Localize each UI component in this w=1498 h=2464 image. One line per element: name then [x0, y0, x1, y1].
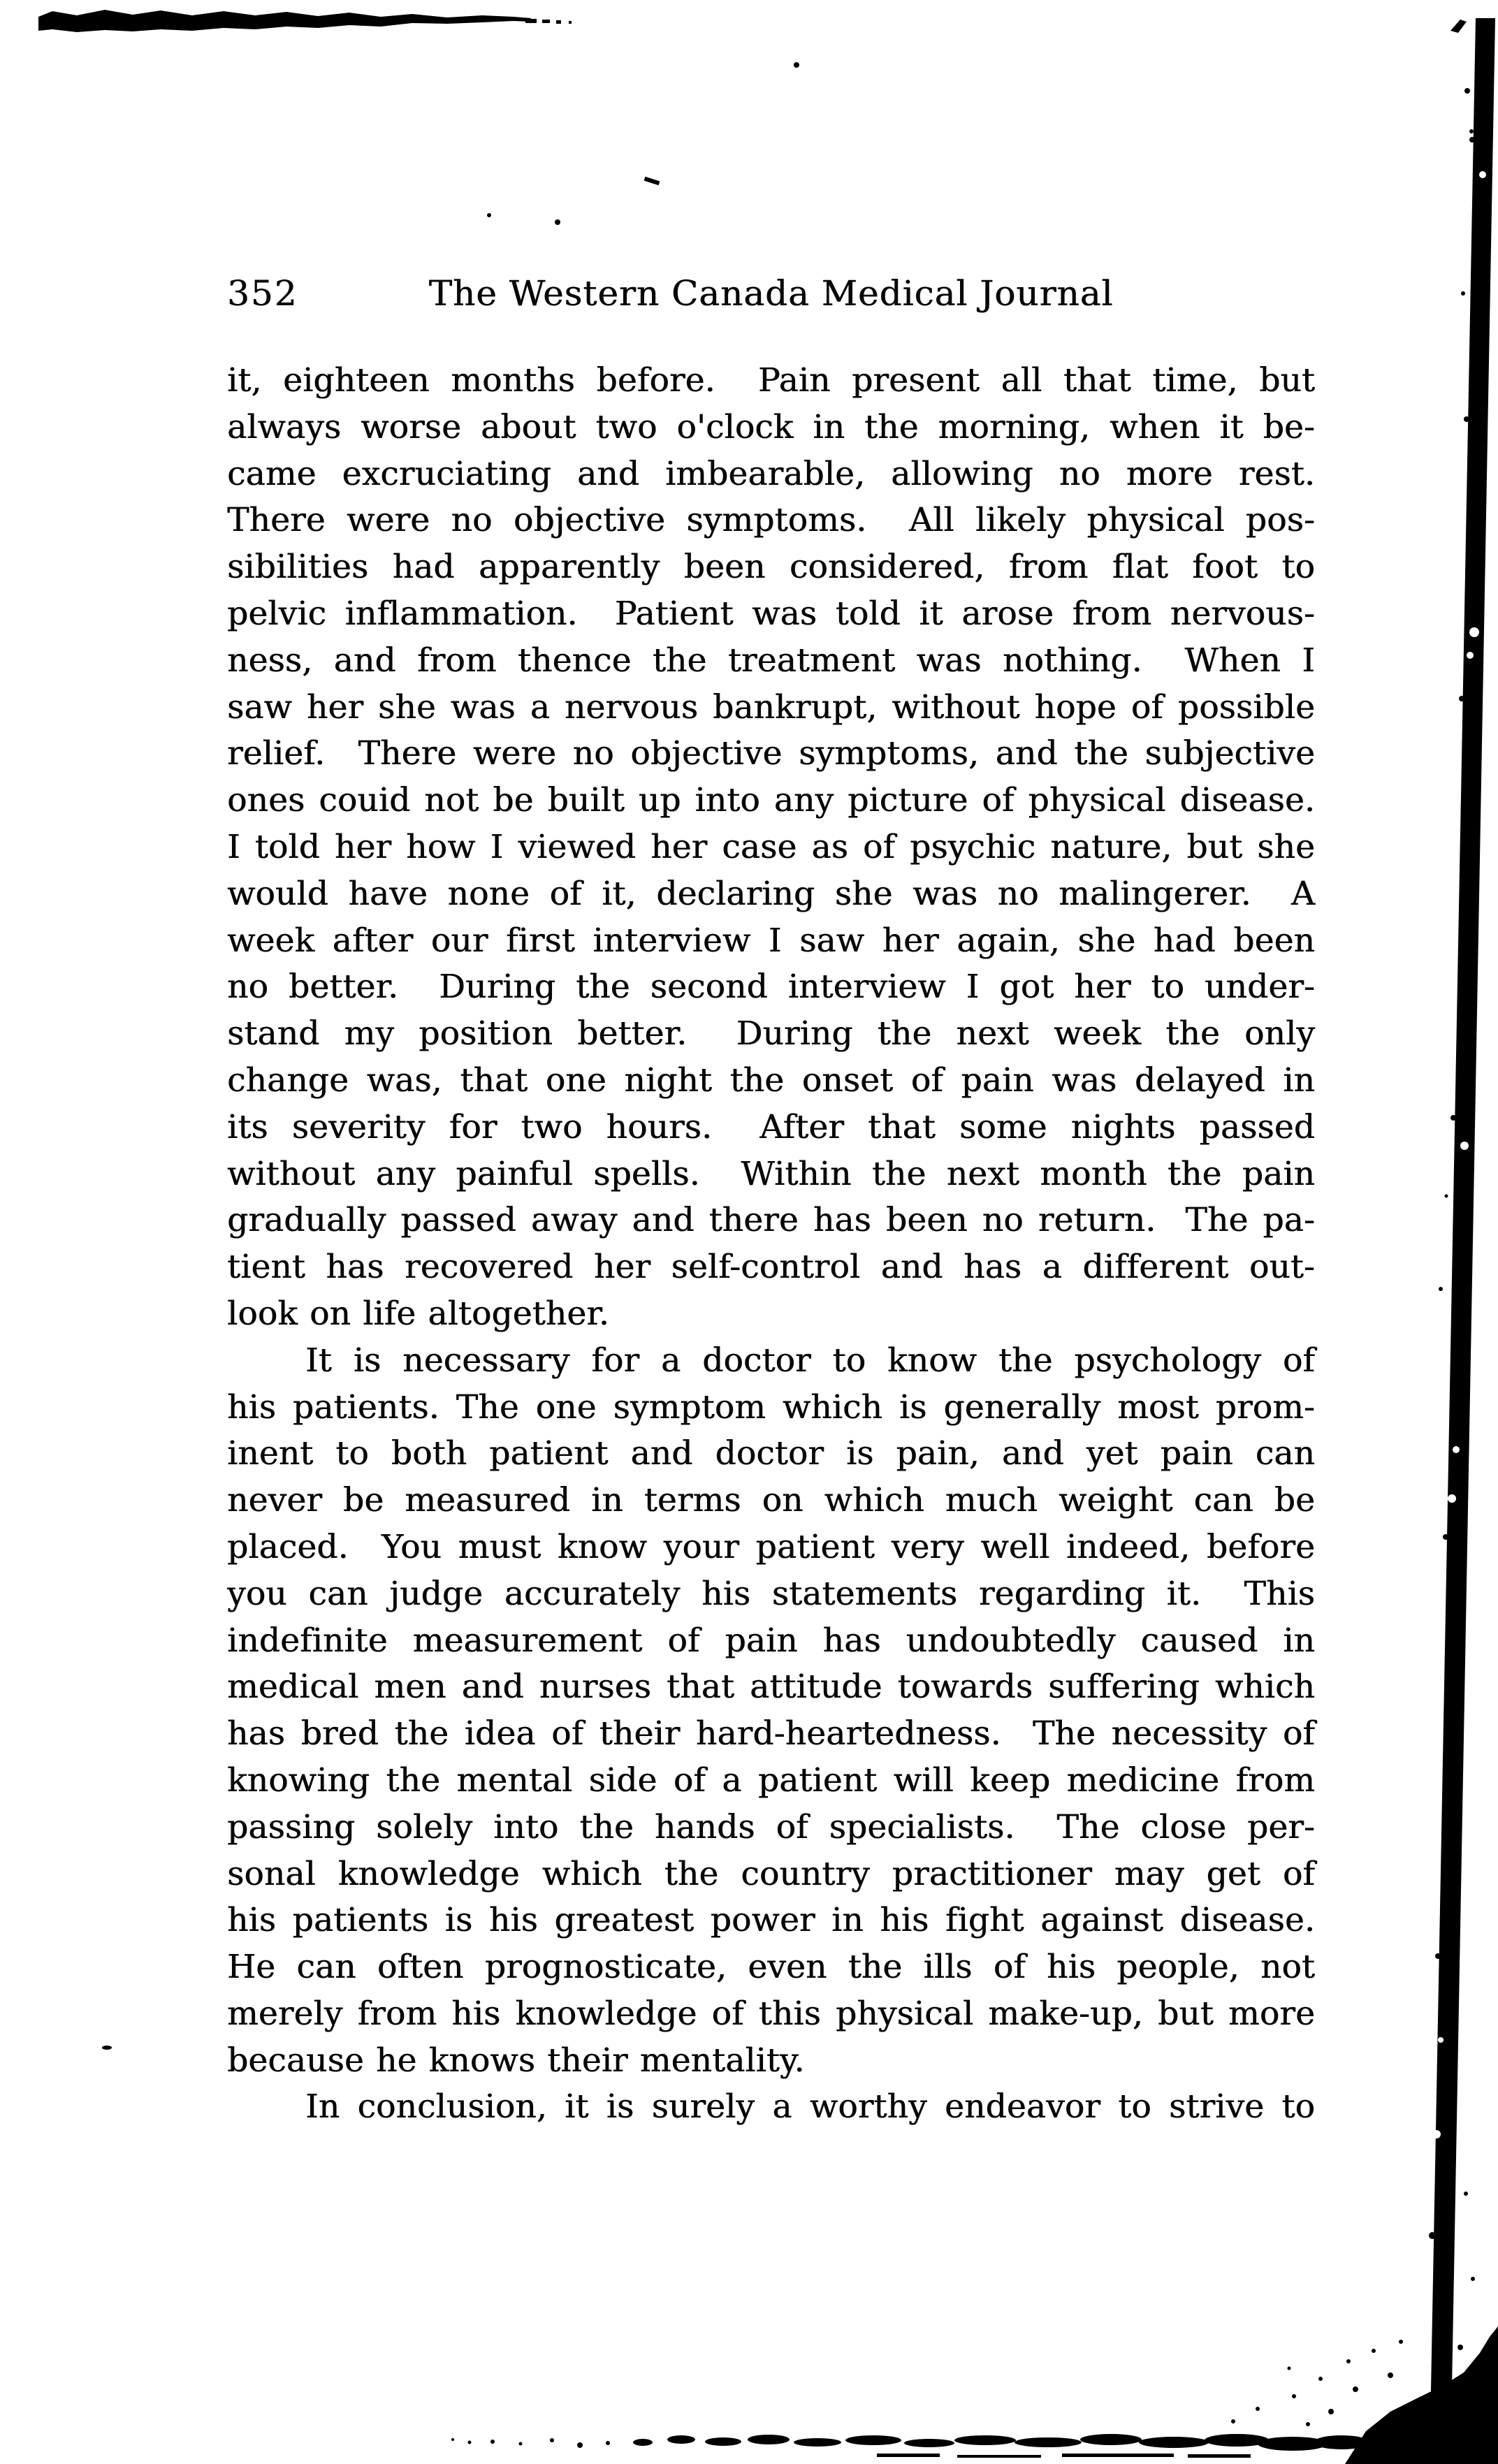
text-line: would have none of it, declaring she was no malingerer. A — [227, 874, 1315, 913]
text-line: pelvic inflammation. Patient was told it arose from nervous- — [227, 594, 1315, 633]
text-line: came excruciating and imbearable, allowing no more rest. — [227, 454, 1315, 493]
text-line: ness, and from thence the treatment was nothing. When I — [227, 641, 1315, 680]
text-line: change was, that one night the onset of pain was delayed in — [227, 1060, 1315, 1100]
text-line: knowing the mental side of a patient will keep medicine from — [227, 1760, 1315, 1800]
text-line: sibilities had apparently been considered, from flat foot to — [227, 548, 1315, 587]
text-line: relief. There were no objective symptoms, and the subjective — [227, 734, 1315, 773]
page-number: 352 — [227, 273, 298, 314]
text-line: never be measured in terms on which much weight can be — [227, 1481, 1315, 1520]
text-line: without any painful spells. Within the next month the pain — [227, 1154, 1315, 1193]
text-line: medical men and nurses that attitude towards suffering which — [227, 1668, 1315, 1707]
journal-title: The Western Canada Medical Journal — [428, 273, 1114, 314]
text-line: saw her she was a nervous bankrupt, without hope of possible — [227, 687, 1315, 727]
text-line: sonal knowledge which the country practitioner may get of — [227, 1854, 1315, 1893]
text-line: its severity for two hours. After that some nights passed — [227, 1107, 1315, 1146]
top-edge-smudge — [38, 10, 572, 32]
article-body — [227, 358, 1315, 2131]
text-line: gradually passed away and there has been no return. The pa- — [227, 1201, 1315, 1240]
text-line: week after our first interview I saw her again, she had been — [227, 921, 1315, 960]
bottom-corner-blob — [1345, 88, 1498, 2464]
text-line: inent to both patient and doctor is pain, and yet pain can — [227, 1434, 1315, 1473]
bottom-smear-band — [451, 2434, 1369, 2458]
text-line: ones couid not be built up into any picture of physical disease. — [227, 781, 1315, 820]
speckle-field — [1231, 2340, 1403, 2426]
text-line: merely from his knowledge of this physical make-up, but more — [227, 1994, 1315, 2033]
text-line: stand my position better. During the next week the only — [227, 1014, 1315, 1054]
text-line: I told her how I viewed her case as of psychic nature, but she — [227, 827, 1315, 866]
text-line: his patients is his greatest power in his fight against disease. — [227, 1901, 1315, 1940]
text-line: placed. You must know your patient very well indeed, before — [227, 1527, 1315, 1566]
text-line: because he knows their mentality. — [227, 2041, 805, 2080]
text-line: indefinite measurement of pain has undoubtedly caused in — [227, 1621, 1315, 1660]
text-line: tient has recovered her self-control and has a different out- — [227, 1248, 1315, 1287]
text-line: He can often prognosticate, even the ills of his people, not — [227, 1948, 1315, 1987]
text-line: always worse about two o'clock in the morning, when it be- — [227, 407, 1315, 446]
text-line: you can judge accurately his statements regarding it. This — [227, 1574, 1315, 1613]
text-line: In conclusion, it is surely a worthy endeavor to strive to — [305, 2087, 1315, 2127]
page-header — [227, 275, 1315, 312]
text-line: no better. During the second interview I got her to under- — [227, 968, 1315, 1007]
text-line: It is necessary for a doctor to know the psychology of — [305, 1341, 1315, 1380]
text-line: has bred the idea of their hard-heartedness. The necessity of — [227, 1714, 1315, 1754]
text-line: it, eighteen months before. Pain present all that time, but — [227, 361, 1315, 400]
binding-bar — [1429, 18, 1495, 2464]
text-line: look on life altogether. — [227, 1294, 609, 1333]
text-line: his patients. The one symptom which is generally most prom- — [227, 1387, 1315, 1427]
binding-bar-hook — [1450, 20, 1467, 33]
text-line: passing solely into the hands of specialists. The close per- — [227, 1807, 1315, 1846]
text-line: There were no objective symptoms. All likely physical pos- — [227, 501, 1315, 540]
